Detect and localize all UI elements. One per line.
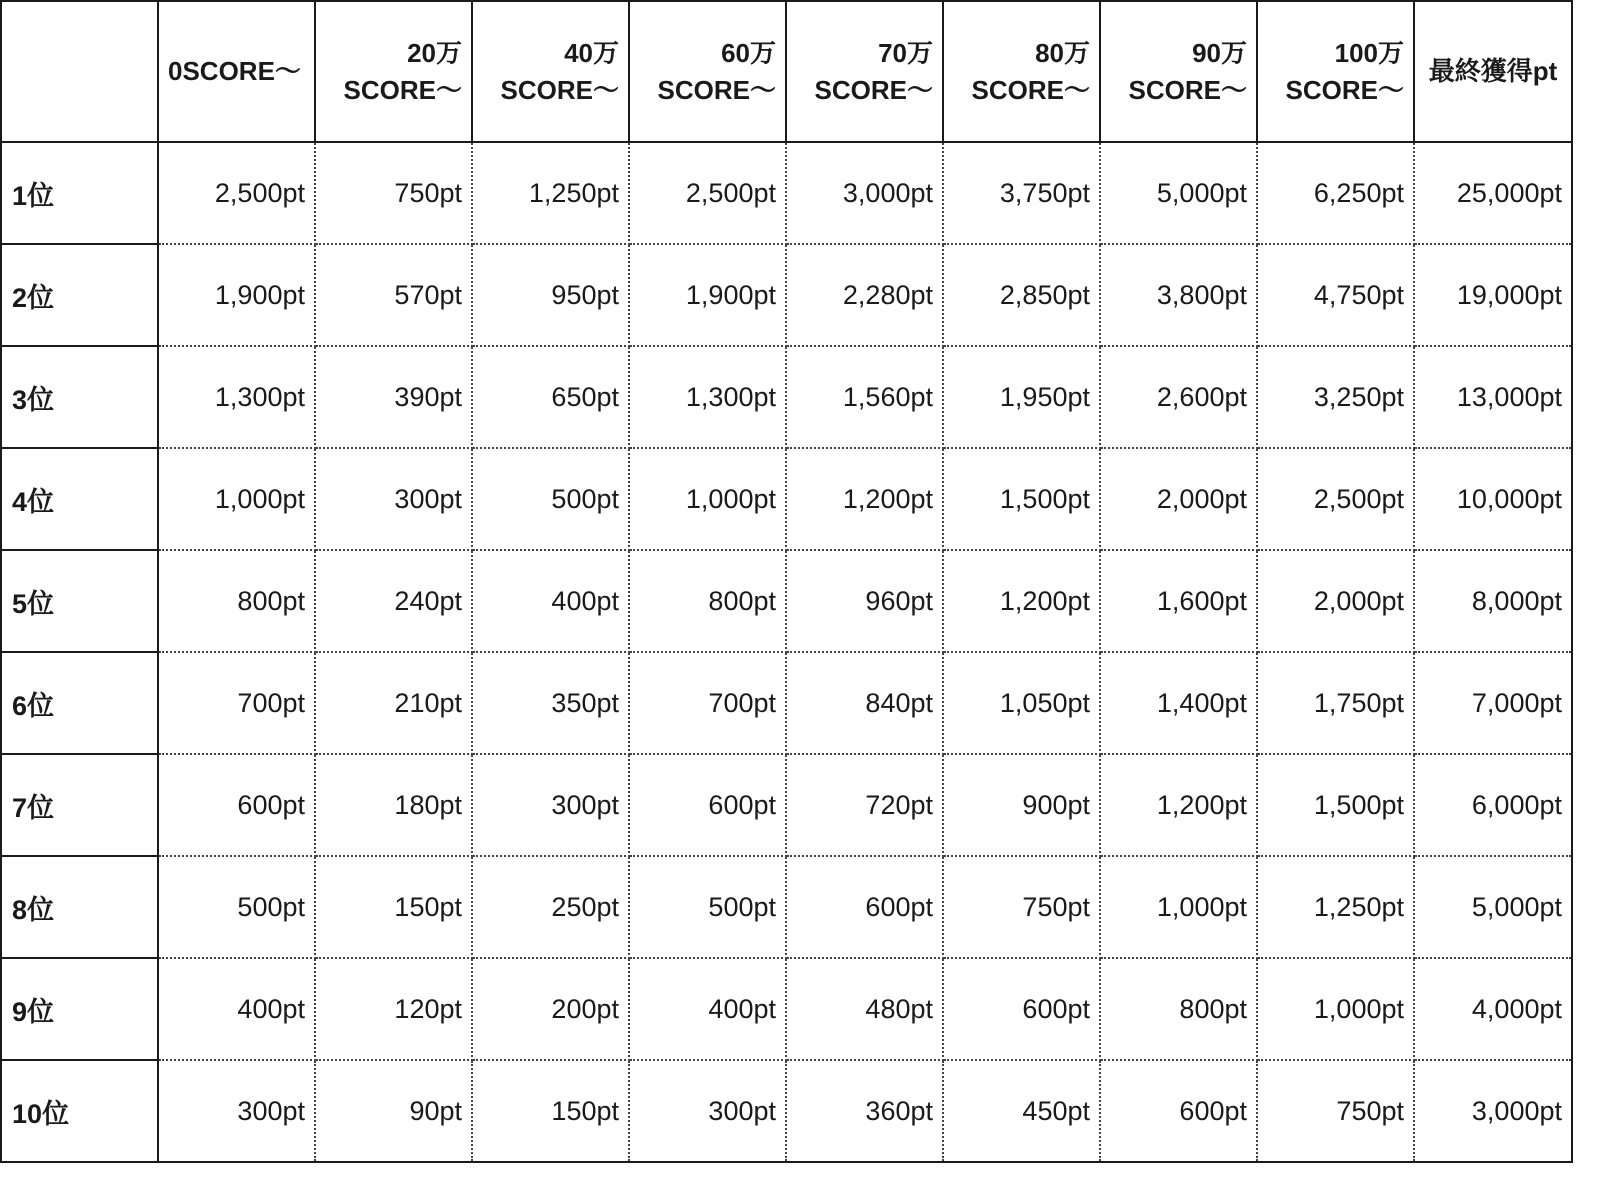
value-cell: 1,600pt — [1100, 550, 1257, 652]
header-score-40man: 40万 SCORE～ — [472, 1, 629, 142]
value-cell: 120pt — [315, 958, 472, 1060]
value-cell: 2,280pt — [786, 244, 943, 346]
final-points-cell: 10,000pt — [1414, 448, 1572, 550]
value-cell: 300pt — [315, 448, 472, 550]
final-points-cell: 6,000pt — [1414, 754, 1572, 856]
value-cell: 6,250pt — [1257, 142, 1414, 244]
value-cell: 1,000pt — [1100, 856, 1257, 958]
value-cell: 800pt — [629, 550, 786, 652]
rank-cell: 5位 — [1, 550, 158, 652]
value-cell: 600pt — [629, 754, 786, 856]
value-cell: 840pt — [786, 652, 943, 754]
value-cell: 400pt — [158, 958, 315, 1060]
final-points-cell: 5,000pt — [1414, 856, 1572, 958]
rank-cell: 7位 — [1, 754, 158, 856]
value-cell: 1,200pt — [1100, 754, 1257, 856]
header-score-0: 0SCORE～ — [158, 1, 315, 142]
value-cell: 500pt — [158, 856, 315, 958]
value-cell: 1,000pt — [629, 448, 786, 550]
value-cell: 1,250pt — [472, 142, 629, 244]
rank-cell: 3位 — [1, 346, 158, 448]
value-cell: 1,200pt — [786, 448, 943, 550]
value-cell: 500pt — [472, 448, 629, 550]
header-row — [1, 1, 1572, 142]
value-cell: 1,200pt — [943, 550, 1100, 652]
value-cell: 500pt — [629, 856, 786, 958]
value-cell: 800pt — [1100, 958, 1257, 1060]
value-cell: 750pt — [1257, 1060, 1414, 1162]
table-body — [1, 142, 1572, 1162]
value-cell: 1,000pt — [1257, 958, 1414, 1060]
table-row — [1, 550, 1572, 652]
rank-cell: 10位 — [1, 1060, 158, 1162]
value-cell: 750pt — [943, 856, 1100, 958]
value-cell: 400pt — [472, 550, 629, 652]
value-cell: 180pt — [315, 754, 472, 856]
header-score-70man: 70万 SCORE～ — [786, 1, 943, 142]
final-points-cell: 8,000pt — [1414, 550, 1572, 652]
rank-cell: 4位 — [1, 448, 158, 550]
value-cell: 90pt — [315, 1060, 472, 1162]
value-cell: 1,500pt — [1257, 754, 1414, 856]
value-cell: 150pt — [315, 856, 472, 958]
value-cell: 5,000pt — [1100, 142, 1257, 244]
value-cell: 600pt — [786, 856, 943, 958]
value-cell: 1,000pt — [158, 448, 315, 550]
value-cell: 750pt — [315, 142, 472, 244]
value-cell: 450pt — [943, 1060, 1100, 1162]
value-cell: 3,750pt — [943, 142, 1100, 244]
value-cell: 2,000pt — [1257, 550, 1414, 652]
value-cell: 210pt — [315, 652, 472, 754]
header-score-20man: 20万 SCORE～ — [315, 1, 472, 142]
table-row — [1, 1060, 1572, 1162]
value-cell: 300pt — [158, 1060, 315, 1162]
value-cell: 2,600pt — [1100, 346, 1257, 448]
value-cell: 200pt — [472, 958, 629, 1060]
value-cell: 240pt — [315, 550, 472, 652]
value-cell: 1,900pt — [158, 244, 315, 346]
header-score-80man: 80万 SCORE～ — [943, 1, 1100, 142]
table-row — [1, 652, 1572, 754]
value-cell: 4,750pt — [1257, 244, 1414, 346]
table-row — [1, 448, 1572, 550]
value-cell: 960pt — [786, 550, 943, 652]
final-points-cell: 4,000pt — [1414, 958, 1572, 1060]
rank-cell: 6位 — [1, 652, 158, 754]
value-cell: 360pt — [786, 1060, 943, 1162]
value-cell: 350pt — [472, 652, 629, 754]
value-cell: 700pt — [158, 652, 315, 754]
value-cell: 1,250pt — [1257, 856, 1414, 958]
value-cell: 2,000pt — [1100, 448, 1257, 550]
value-cell: 250pt — [472, 856, 629, 958]
value-cell: 1,300pt — [158, 346, 315, 448]
value-cell: 1,750pt — [1257, 652, 1414, 754]
value-cell: 720pt — [786, 754, 943, 856]
value-cell: 1,300pt — [629, 346, 786, 448]
value-cell: 570pt — [315, 244, 472, 346]
value-cell: 3,800pt — [1100, 244, 1257, 346]
table-row — [1, 346, 1572, 448]
value-cell: 2,500pt — [629, 142, 786, 244]
rank-cell: 2位 — [1, 244, 158, 346]
header-score-100man: 100万 SCORE～ — [1257, 1, 1414, 142]
value-cell: 800pt — [158, 550, 315, 652]
value-cell: 300pt — [629, 1060, 786, 1162]
value-cell: 400pt — [629, 958, 786, 1060]
value-cell: 3,250pt — [1257, 346, 1414, 448]
final-points-cell: 25,000pt — [1414, 142, 1572, 244]
final-points-cell: 19,000pt — [1414, 244, 1572, 346]
value-cell: 480pt — [786, 958, 943, 1060]
value-cell: 650pt — [472, 346, 629, 448]
table-row — [1, 856, 1572, 958]
value-cell: 950pt — [472, 244, 629, 346]
value-cell: 2,850pt — [943, 244, 1100, 346]
header-corner — [1, 1, 158, 142]
value-cell: 3,000pt — [786, 142, 943, 244]
value-cell: 2,500pt — [158, 142, 315, 244]
rank-cell: 1位 — [1, 142, 158, 244]
table-row — [1, 142, 1572, 244]
value-cell: 1,900pt — [629, 244, 786, 346]
value-cell: 300pt — [472, 754, 629, 856]
header-score-60man: 60万 SCORE～ — [629, 1, 786, 142]
rank-cell: 8位 — [1, 856, 158, 958]
value-cell: 600pt — [943, 958, 1100, 1060]
value-cell: 600pt — [158, 754, 315, 856]
value-cell: 1,400pt — [1100, 652, 1257, 754]
value-cell: 1,560pt — [786, 346, 943, 448]
value-cell: 390pt — [315, 346, 472, 448]
value-cell: 150pt — [472, 1060, 629, 1162]
final-points-cell: 13,000pt — [1414, 346, 1572, 448]
table-row — [1, 754, 1572, 856]
value-cell: 900pt — [943, 754, 1100, 856]
header-final-points: 最終獲得pt — [1414, 1, 1572, 142]
value-cell: 1,050pt — [943, 652, 1100, 754]
value-cell: 1,950pt — [943, 346, 1100, 448]
header-score-90man: 90万 SCORE～ — [1100, 1, 1257, 142]
table-row — [1, 958, 1572, 1060]
value-cell: 1,500pt — [943, 448, 1100, 550]
value-cell: 2,500pt — [1257, 448, 1414, 550]
value-cell: 700pt — [629, 652, 786, 754]
rank-cell: 9位 — [1, 958, 158, 1060]
value-cell: 600pt — [1100, 1060, 1257, 1162]
final-points-cell: 3,000pt — [1414, 1060, 1572, 1162]
final-points-cell: 7,000pt — [1414, 652, 1572, 754]
table-row — [1, 244, 1572, 346]
